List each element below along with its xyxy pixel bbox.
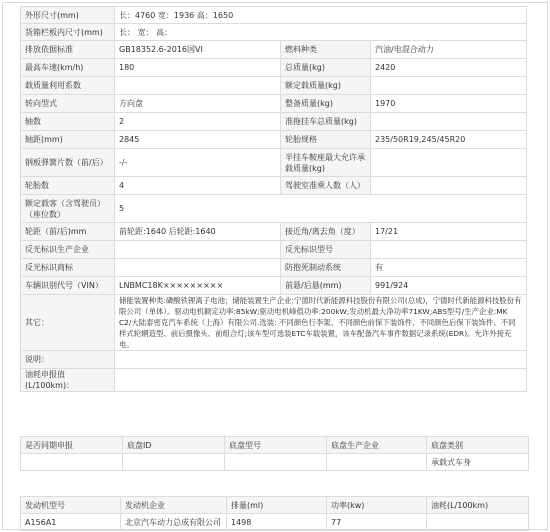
note-value <box>115 351 527 369</box>
column-header: 油耗(L/100km) <box>427 497 529 514</box>
fuel-report-label: 油耗申报值(L/100km)： <box>21 369 115 392</box>
total-mass-value: 2420 <box>371 59 527 77</box>
tow-mass-label: 准拖挂车总质量(kg) <box>281 113 371 131</box>
fuel-report-value <box>115 369 527 392</box>
load-util-label: 载质量利用系数 <box>21 77 115 95</box>
column-header: 排量(ml) <box>227 497 327 514</box>
table-cell: 77 <box>327 514 427 531</box>
table-row <box>21 351 527 369</box>
table-row <box>21 7 527 24</box>
engine-table <box>20 496 529 531</box>
table-cell: 承载式车身 <box>427 454 529 471</box>
table-cell <box>427 514 529 531</box>
semi-trailer-value <box>371 149 527 177</box>
other-label: 其它： <box>21 295 115 351</box>
curb-mass-label: 整备质量(kg) <box>281 95 371 113</box>
tire-count-label: 轮胎数 <box>21 177 115 195</box>
table-row <box>21 514 529 531</box>
rated-load-label: 额定载质量(kg) <box>281 77 371 95</box>
wheelbase-value: 2845 <box>115 131 281 149</box>
table-row <box>21 95 527 113</box>
spring-count-label: 钢板弹簧片数（前/后） <box>21 149 115 177</box>
other-value: 储能装置种类:磷酸铁锂离子电池；储能装置生产企业:宁德时代新能源科技股份有限公司(总成)，宁德时代新能源科技股份有限公司（单体）。驱动电机额定功率:85kW;驱动电机峰值功率:200kW;发动机最大净功率71KW;ABS型号/生产企业:MK C2/大陆泰密克汽车系统（上海）有限公司.选装: 不同颜色行李架、不同颜色前保下装饰件、不同颜色后保下装饰件、不同样式轮辋造型、前后摄像头、前组合灯;该车型可选装ETC车载装置，该车配备汽车事件数据记录系统(EDR)。允许外接充电。 <box>115 295 527 351</box>
fuel-type-label: 燃料种类 <box>281 41 371 59</box>
max-speed-label: 最高车速(km/h) <box>21 59 115 77</box>
table-row <box>21 295 527 351</box>
seats-label: 额定载客（含驾驶员）（座位数） <box>21 195 115 223</box>
table-header-row <box>21 437 529 454</box>
table-row <box>21 59 527 77</box>
table-cell <box>327 454 427 471</box>
reflector-model-label: 反光标识型号 <box>281 241 371 259</box>
chassis-table <box>20 436 529 471</box>
dimensions-value: 长：4760 宽：1936 高：1650 <box>115 7 527 24</box>
table-cell <box>225 454 327 471</box>
table-cell <box>21 454 123 471</box>
axles-value: 2 <box>115 113 281 131</box>
table-row <box>21 259 527 277</box>
vehicle-spec-table <box>20 6 527 392</box>
table-row <box>21 223 527 241</box>
reflector-brand-label: 反光标识商标 <box>21 259 115 277</box>
cargo-size-label: 货箱栏板内尺寸(mm) <box>21 24 115 41</box>
cargo-size-value: 长： 宽： 高： <box>115 24 527 41</box>
reflector-brand-value <box>115 259 281 277</box>
vin-label: 车辆识别代号（VIN） <box>21 277 115 295</box>
table-row <box>21 149 527 177</box>
load-util-value <box>115 77 281 95</box>
semi-trailer-label: 半挂车鞍座最大允许承载质量(kg) <box>281 149 371 177</box>
track-width-label: 轮距（前/后)mm <box>21 223 115 241</box>
column-header: 发动机型号 <box>21 497 121 514</box>
overhang-label: 前悬/后悬(mm) <box>281 277 371 295</box>
emission-standard-label: 排放依据标准 <box>21 41 115 59</box>
cab-capacity-label: 驾驶室准乘人数（人） <box>281 177 371 195</box>
seats-value: 5 <box>115 195 527 223</box>
steering-value: 方向盘 <box>115 95 281 113</box>
cab-capacity-value <box>371 177 527 195</box>
table-row <box>21 369 527 392</box>
approach-angle-label: 接近角/离去角（度） <box>281 223 371 241</box>
rated-load-value <box>371 77 527 95</box>
track-width-value: 前轮距:1640 后轮距:1640 <box>115 223 281 241</box>
column-header: 功率(kw) <box>327 497 427 514</box>
column-header: 底盘ID <box>123 437 225 454</box>
column-header: 发动机企业 <box>121 497 227 514</box>
column-header: 底盘型号 <box>225 437 327 454</box>
table-header-row <box>21 497 529 514</box>
reflector-maker-value <box>115 241 281 259</box>
tire-spec-value: 235/50R19,245/45R20 <box>371 131 527 149</box>
steering-label: 转向型式 <box>21 95 115 113</box>
tire-spec-label: 轮胎规格 <box>281 131 371 149</box>
table-row <box>21 24 527 41</box>
tow-mass-value <box>371 113 527 131</box>
overhang-value: 991/924 <box>371 277 527 295</box>
table-row <box>21 131 527 149</box>
approach-angle-value: 17/21 <box>371 223 527 241</box>
table-cell: 北京汽车动力总成有限公司 <box>121 514 227 531</box>
vin-value: LNBMC18K××××××××× <box>115 277 281 295</box>
total-mass-label: 总质量(kg) <box>281 59 371 77</box>
table-row <box>21 77 527 95</box>
abs-label: 防抱死制动系统 <box>281 259 371 277</box>
max-speed-value: 180 <box>115 59 281 77</box>
table-row <box>21 177 527 195</box>
dimensions-label: 外形尺寸(mm) <box>21 7 115 24</box>
column-header: 底盘生产企业 <box>327 437 427 454</box>
table-row <box>21 241 527 259</box>
table-cell: A156A1 <box>21 514 121 531</box>
table-row <box>21 277 527 295</box>
reflector-model-value <box>371 241 527 259</box>
emission-standard-value: GB18352.6-2016国VI <box>115 41 281 59</box>
wheelbase-label: 轴距(mm) <box>21 131 115 149</box>
fuel-type-value: 汽油/电混合动力 <box>371 41 527 59</box>
table-cell: 1498 <box>227 514 327 531</box>
axles-label: 轴数 <box>21 113 115 131</box>
note-label: 说明： <box>21 351 115 369</box>
table-row <box>21 454 529 471</box>
reflector-maker-label: 反光标识生产企业 <box>21 241 115 259</box>
abs-value: 有 <box>371 259 527 277</box>
table-row <box>21 195 527 223</box>
column-header: 是否同期申报 <box>21 437 123 454</box>
curb-mass-value: 1970 <box>371 95 527 113</box>
table-row <box>21 113 527 131</box>
spring-count-value: -/- <box>115 149 281 177</box>
tire-count-value: 4 <box>115 177 281 195</box>
table-row <box>21 41 527 59</box>
column-header: 底盘类别 <box>427 437 529 454</box>
table-cell <box>123 454 225 471</box>
